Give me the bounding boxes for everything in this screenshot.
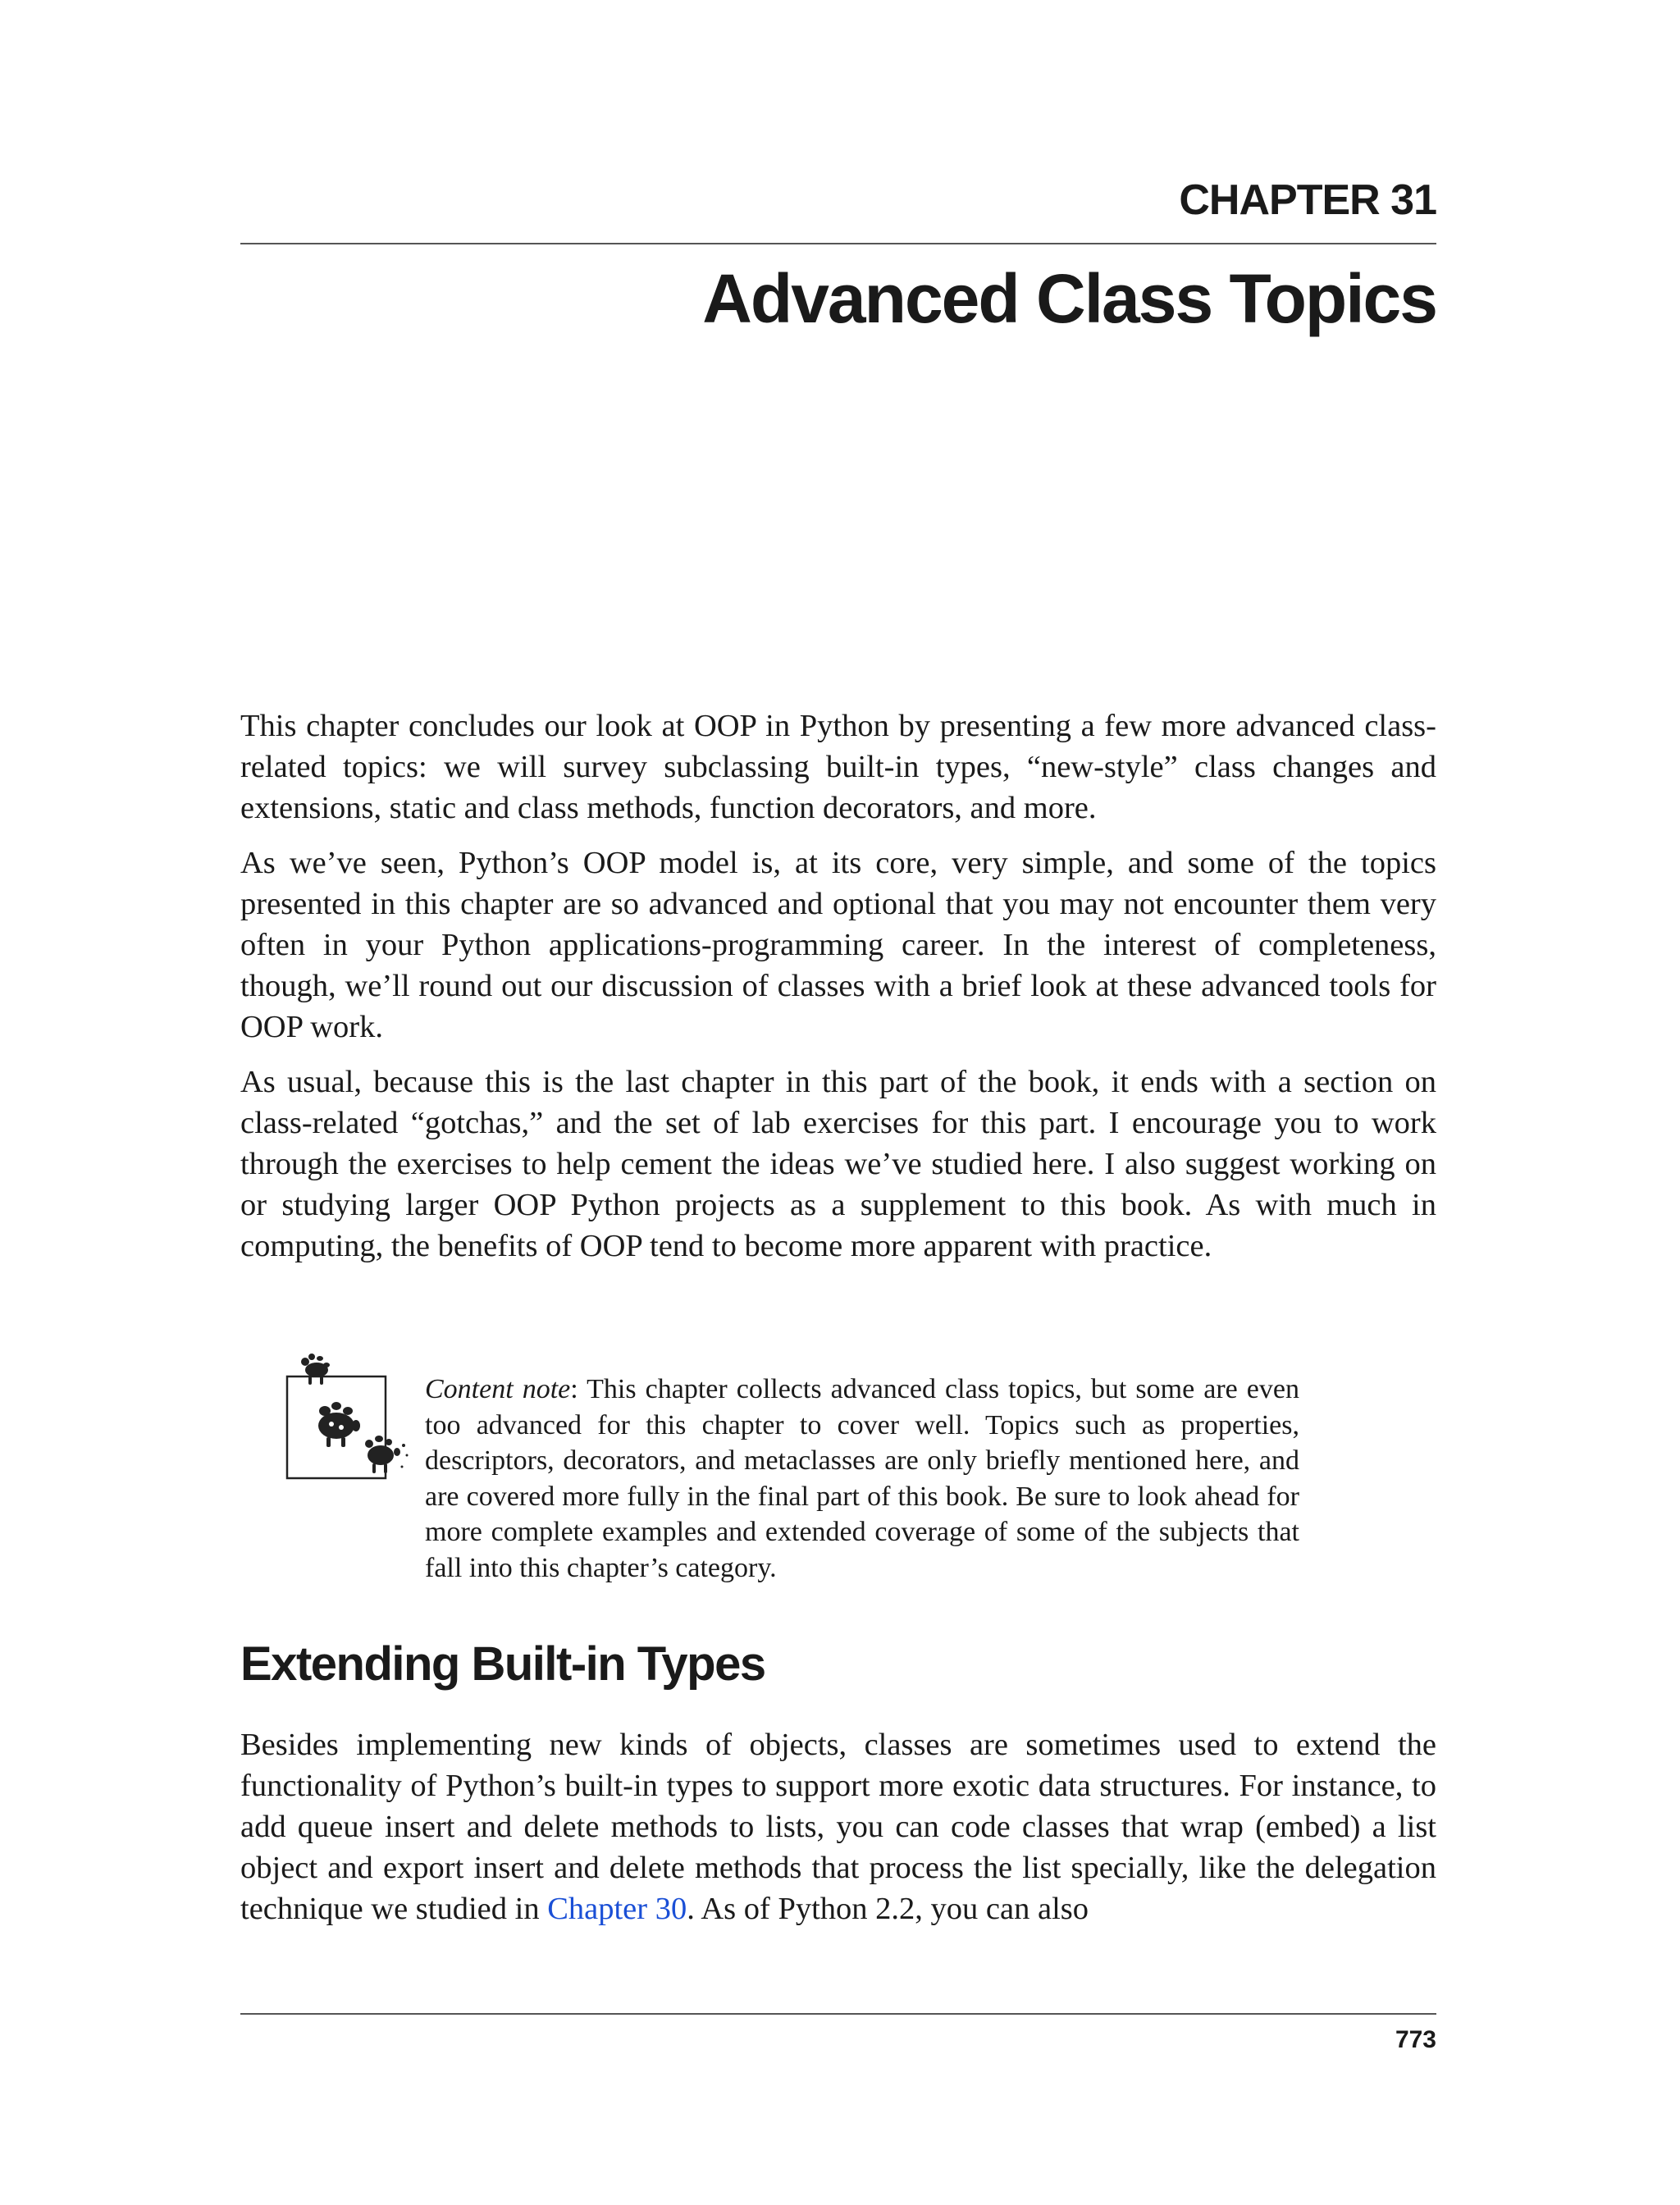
note-body: This chapter collects advanced class topics, but some are even too advanced for this chapter to cover well. Topics such as properties, descriptors, decorators, and metaclasses are only briefly mentioned here, and are covered more fully in the final part of this book. Be sure to look ahead for more complete examples and extended coverage of some of the subjects that fall into this chapter’s category. bbox=[425, 1374, 1299, 1583]
chapter-title: Advanced Class Topics bbox=[702, 260, 1436, 337]
tip-icon bbox=[284, 1347, 415, 1495]
intro-paragraph-2: As we’ve seen, Python’s OOP model is, at its core, very simple, and some of the topics presented in this chapter are so advanced and optional that you may not encounter them very often in your Python applications-programming career. In the interest of completeness, though, we’ll round out our discussion of classes with a brief look at these advanced tools for OOP work. bbox=[240, 846, 1436, 1044]
intro-paragraph-3: As usual, because this is the last chapter in this part of the book, it ends with a section on class-related “gotchas,” and the set of lab exercises for this part. I encourage you to work through the exercises to help cement the ideas we’ve studied here. I also suggest working on or studying larger OOP Python projects as a supplement to this book. As with much in computing, the benefits of OOP tend to become more apparent with practice. bbox=[240, 1065, 1436, 1263]
page-number: 773 bbox=[1395, 2026, 1436, 2053]
note-label: Content note bbox=[425, 1374, 571, 1404]
section-paragraph bbox=[240, 1724, 1436, 1929]
section-text-after-link: . As of Python 2.2, you can also bbox=[687, 1892, 1089, 1926]
intro-section bbox=[240, 705, 1436, 1281]
chapter-label: CHAPTER 31 bbox=[1179, 176, 1436, 224]
content-note bbox=[284, 1347, 1301, 1593]
section-text-before-link: Besides implementing new kinds of objects, classes are sometimes used to extend the functionality of Python’s built-in types to support more exotic data structures. For instance, to add queue insert and delete methods to lists, you can code classes that wrap (embed) a list object and export insert and delete methods that process the list specially, like the delegation technique we studied in bbox=[240, 1728, 1436, 1926]
intro-paragraph-1: This chapter concludes our look at OOP in Python by presenting a few more advanced class-related topics: we will survey subclassing built-in types, “new-style” class changes and extensions, static and class methods, function decorators, and more. bbox=[240, 709, 1436, 825]
section-heading: Extending Built-in Types bbox=[240, 1637, 765, 1691]
chapter-30-link[interactable]: Chapter 30 bbox=[547, 1892, 687, 1926]
chapter-rule bbox=[240, 243, 1436, 244]
section-body bbox=[240, 1724, 1436, 1943]
note-text bbox=[425, 1372, 1299, 1586]
note-separator: : bbox=[570, 1374, 578, 1404]
footer-rule bbox=[240, 2013, 1436, 2015]
